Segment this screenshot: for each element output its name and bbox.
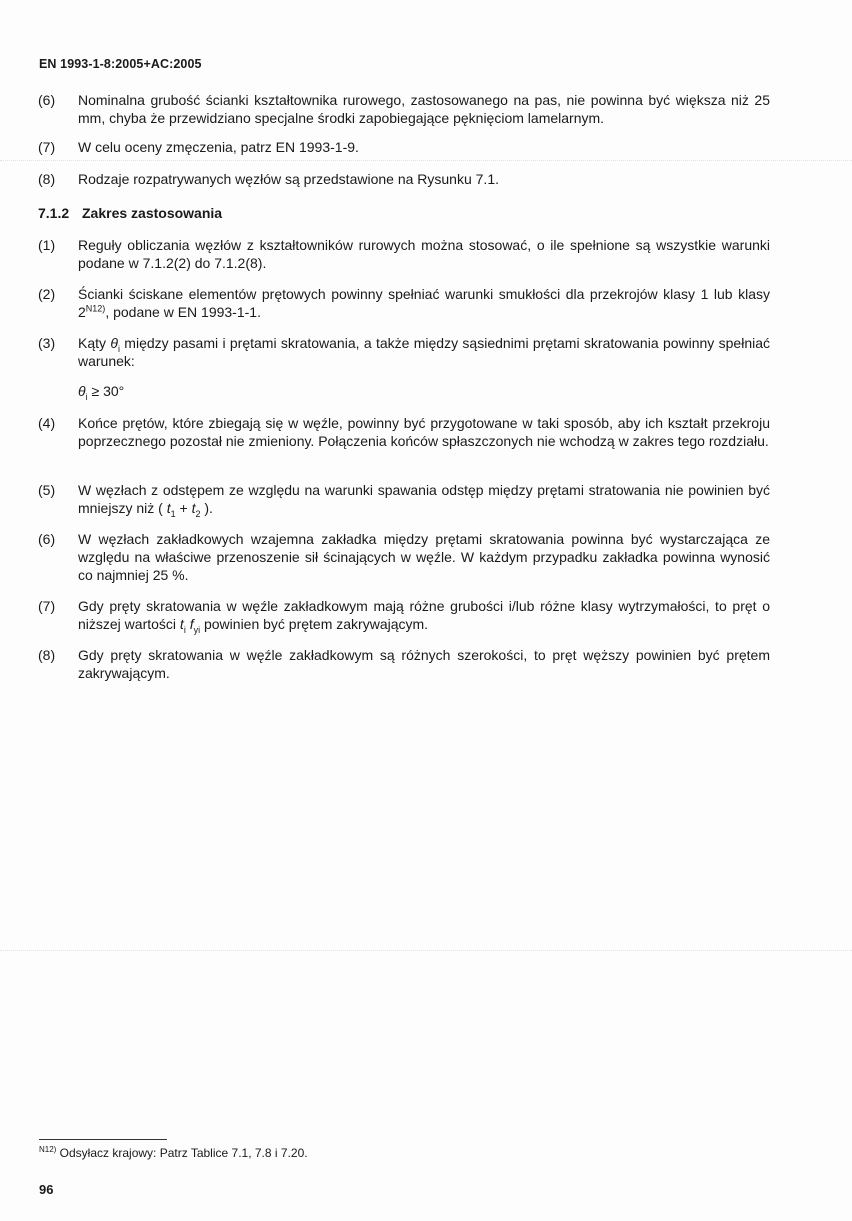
section-paragraph-1 bbox=[38, 236, 770, 272]
scan-artifact-line bbox=[0, 950, 852, 951]
paragraph-text bbox=[78, 597, 770, 633]
text-run: , podane w EN 1993-1-1. bbox=[105, 304, 261, 320]
paragraph-number: (7) bbox=[38, 598, 56, 614]
paragraph-8-joint-types bbox=[38, 170, 770, 188]
text-run: Kąty bbox=[78, 335, 111, 351]
theta-subscript: i bbox=[117, 343, 120, 354]
paragraph-number: (1) bbox=[38, 237, 56, 253]
paragraph-text: W węzłach zakładkowych wzajemna zakładka między prętami skratowania powinna być wystarczająca ze względu na właściwe przenoszenie sił ścinających w węźle. W każdym przypadku zakładka powinna wynosić co najmniej 25 %. bbox=[78, 531, 770, 583]
paragraph-text bbox=[78, 334, 770, 370]
paragraph-text: Końce prętów, które zbiegają się w węźle, powinny być przygotowane w taki sposób, aby ich kształt przekroju poprzecznego pozostał nie zmieniony. Połączenia końców spłaszczonych nie wchodzą w zakres tego rozdziału. bbox=[78, 415, 770, 449]
paragraph-text bbox=[78, 285, 770, 321]
plus-sign: + bbox=[175, 500, 192, 516]
f-symbol: f bbox=[189, 616, 194, 632]
text-run: między pasami i prętami skratowania, a także między sąsiednimi prętami skratowania powinny spełniać warunek: bbox=[78, 335, 771, 369]
paragraph-number: (4) bbox=[38, 415, 56, 431]
footnote-separator bbox=[39, 1139, 167, 1140]
t-symbol: t bbox=[179, 616, 184, 632]
section-paragraph-4 bbox=[38, 414, 770, 450]
paragraph-text: Rodzaje rozpatrywanych węzłów są przedstawione na Rysunku 7.1. bbox=[78, 171, 499, 187]
paragraph-text: Nominalna grubość ścianki kształtownika rurowego, zastosowanego na pas, nie powinna być większa niż 25 mm, chyba że przewidziano specjalne środki zapobiegające pęknięciom lamelarnym. bbox=[78, 92, 770, 126]
standard-header: EN 1993-1-8:2005+AC:2005 bbox=[39, 57, 202, 71]
t-symbol: t bbox=[166, 500, 171, 516]
text-run: W węzłach z odstępem ze względu na warunki spawania odstęp między prętami stratowania nie powinien być mniejszy niż ( bbox=[78, 482, 770, 516]
text-run: Gdy pręty skratowania w węźle zakładkowym mają różne grubości i/lub różne klasy wytrzymałości, to pręt o niższej wartości bbox=[78, 598, 770, 632]
paragraph-number: (6) bbox=[38, 92, 56, 108]
paragraph-number: (6) bbox=[38, 531, 56, 547]
footnote-text: Odsyłacz krajowy: Patrz Tablice 7.1, 7.8 i 7.20. bbox=[56, 1146, 308, 1160]
paragraph-number: (8) bbox=[38, 647, 56, 663]
formula-rest: ≥ 30° bbox=[87, 383, 125, 399]
section-heading bbox=[38, 205, 222, 221]
paragraph-6-wall-thickness bbox=[38, 91, 770, 127]
section-title-text: Zakres zastosowania bbox=[82, 205, 223, 221]
t-subscript: 2 bbox=[195, 508, 201, 519]
section-paragraph-3 bbox=[38, 334, 770, 370]
page-number: 96 bbox=[39, 1182, 54, 1197]
text-run: powinien być prętem zakrywającym. bbox=[200, 616, 429, 632]
section-paragraph-5 bbox=[38, 481, 770, 517]
theta-symbol: θ bbox=[110, 335, 118, 351]
paragraph-7-fatigue bbox=[38, 138, 770, 156]
section-paragraph-2 bbox=[38, 285, 770, 321]
section-paragraph-7 bbox=[38, 597, 770, 633]
paragraph-text: Reguły obliczania węzłów z kształtowników rurowych można stosować, o ile spełnione są wszystkie warunki podane w 7.1.2(2) do 7.1.2(8). bbox=[78, 237, 770, 271]
paragraph-text: Gdy pręty skratowania w węźle zakładkowym są różnych szerokości, to pręt węższy powinien być prętem zakrywającym. bbox=[78, 647, 770, 681]
angle-condition-formula bbox=[78, 383, 125, 402]
paragraph-number: (5) bbox=[38, 482, 56, 498]
theta-subscript: i bbox=[85, 391, 88, 402]
paragraph-number: (2) bbox=[38, 286, 56, 302]
t-subscript: i bbox=[183, 624, 186, 635]
footnote-reference: N12) bbox=[85, 303, 106, 314]
t-subscript: 1 bbox=[170, 508, 176, 519]
text-run: Ścianki ściskane elementów prętowych powinny spełniać warunki smukłości dla przekrojów klasy 1 lub klasy 2 bbox=[78, 286, 770, 320]
section-number: 7.1.2 bbox=[38, 205, 70, 221]
theta-symbol: θ bbox=[78, 383, 86, 399]
section-paragraph-8 bbox=[38, 646, 770, 682]
footnote-marker: N12) bbox=[39, 1145, 57, 1154]
paragraph-text bbox=[78, 481, 770, 517]
paragraph-text: W celu oceny zmęczenia, patrz EN 1993-1-9. bbox=[78, 139, 359, 155]
footnote bbox=[39, 1146, 308, 1160]
section-paragraph-6 bbox=[38, 530, 770, 584]
f-subscript: yi bbox=[193, 624, 201, 635]
t-symbol: t bbox=[191, 500, 196, 516]
paragraph-number: (3) bbox=[38, 335, 56, 351]
scan-artifact-line bbox=[0, 160, 852, 161]
paragraph-number: (8) bbox=[38, 171, 56, 187]
text-run: ). bbox=[200, 500, 213, 516]
paragraph-number: (7) bbox=[38, 139, 56, 155]
